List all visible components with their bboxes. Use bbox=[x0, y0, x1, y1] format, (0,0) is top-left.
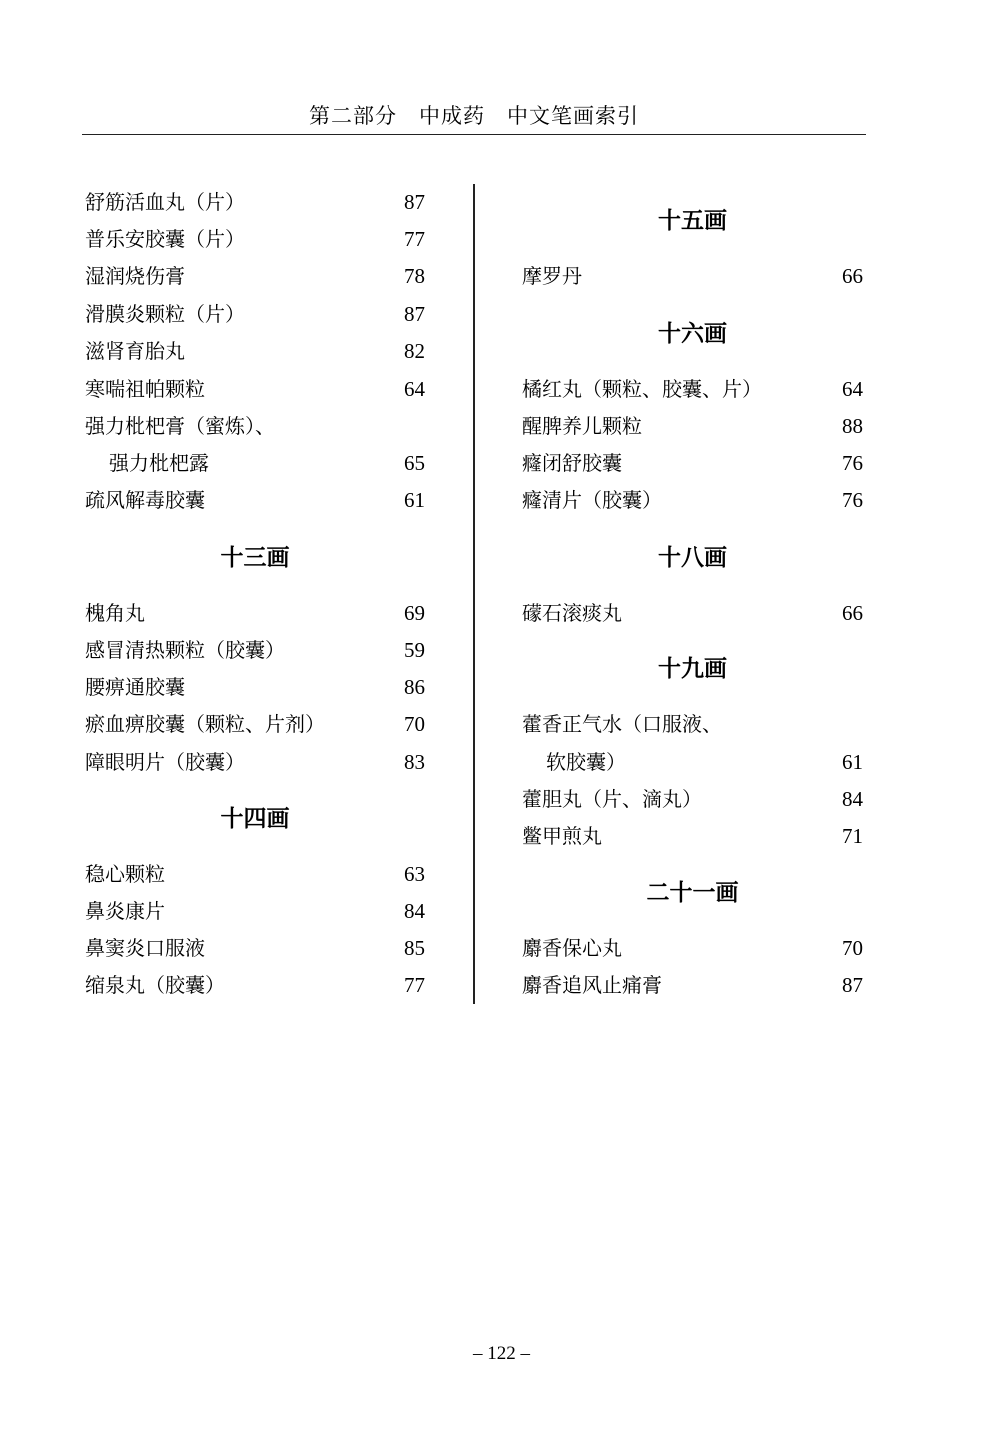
section-heading: 十四画 bbox=[220, 806, 290, 832]
index-entry bbox=[85, 708, 425, 740]
index-entry bbox=[85, 484, 425, 516]
entry-page: 87 bbox=[842, 973, 863, 997]
index-entry bbox=[522, 708, 863, 740]
index-entry bbox=[85, 186, 425, 218]
index-entry bbox=[85, 260, 425, 292]
entry-name: 癃闭舒胶囊 bbox=[522, 451, 622, 475]
index-entry bbox=[85, 634, 425, 666]
entry-page: 88 bbox=[842, 414, 863, 438]
entry-name: 槐角丸 bbox=[85, 601, 145, 625]
index-entry bbox=[85, 969, 425, 1001]
index-entry bbox=[85, 746, 425, 778]
entry-page: 78 bbox=[404, 264, 425, 288]
entry-page: 77 bbox=[404, 973, 425, 997]
entry-name: 麝香保心丸 bbox=[522, 936, 622, 960]
index-entry bbox=[522, 746, 863, 778]
entry-page: 70 bbox=[842, 936, 863, 960]
entry-name: 麝香追风止痛膏 bbox=[522, 973, 662, 997]
page-number: – 122 – bbox=[473, 1343, 530, 1364]
index-entry bbox=[522, 969, 863, 1001]
entry-name: 强力枇杷膏（蜜炼）、 bbox=[85, 414, 275, 438]
entry-page: 70 bbox=[404, 712, 425, 736]
entry-name: 缩泉丸（胶囊） bbox=[85, 973, 225, 997]
index-entry bbox=[85, 447, 425, 479]
entry-page: 84 bbox=[842, 787, 863, 811]
entry-page: 87 bbox=[404, 190, 425, 214]
index-entry bbox=[85, 223, 425, 255]
index-entry bbox=[85, 410, 425, 442]
entry-page: 82 bbox=[404, 339, 425, 363]
entry-name: 鳖甲煎丸 bbox=[522, 824, 602, 848]
entry-page: 85 bbox=[404, 936, 425, 960]
entry-name: 滋肾育胎丸 bbox=[85, 339, 185, 363]
entry-page: 76 bbox=[842, 488, 863, 512]
entry-name: 橘红丸（颗粒、胶囊、片） bbox=[522, 377, 762, 401]
index-entry bbox=[522, 597, 863, 629]
entry-page: 64 bbox=[842, 377, 863, 401]
entry-name: 癃清片（胶囊） bbox=[522, 488, 662, 512]
entry-page: 61 bbox=[404, 488, 425, 512]
index-entry bbox=[522, 484, 863, 516]
entry-name: 摩罗丹 bbox=[522, 264, 582, 288]
entry-name: 强力枇杷露 bbox=[109, 451, 209, 475]
entry-page: 84 bbox=[404, 899, 425, 923]
column-divider bbox=[473, 184, 475, 1004]
entry-page: 66 bbox=[842, 264, 863, 288]
index-entry bbox=[85, 298, 425, 330]
entry-name: 腰痹通胶囊 bbox=[85, 675, 185, 699]
index-entry bbox=[522, 820, 863, 852]
section-heading: 十六画 bbox=[658, 321, 727, 347]
entry-name: 疏风解毒胶囊 bbox=[85, 488, 205, 512]
entry-page: 77 bbox=[404, 227, 425, 251]
entry-name: 稳心颗粒 bbox=[85, 862, 165, 886]
entry-page: 69 bbox=[404, 601, 425, 625]
index-entry bbox=[522, 373, 863, 405]
index-entry bbox=[522, 783, 863, 815]
entry-name: 鼻炎康片 bbox=[85, 899, 165, 923]
entry-name: 障眼明片（胶囊） bbox=[85, 750, 245, 774]
index-entry bbox=[85, 858, 425, 890]
index-entry bbox=[522, 410, 863, 442]
entry-name: 藿香正气水（口服液、 bbox=[522, 712, 722, 736]
index-entry bbox=[85, 597, 425, 629]
entry-page: 66 bbox=[842, 601, 863, 625]
index-entry bbox=[522, 932, 863, 964]
entry-name: 藿胆丸（片、滴丸） bbox=[522, 787, 702, 811]
page-title: 第二部分 中成药 中文笔画索引 bbox=[309, 104, 639, 128]
entry-page: 59 bbox=[404, 638, 425, 662]
entry-name: 醒脾养儿颗粒 bbox=[522, 414, 642, 438]
index-entry bbox=[85, 671, 425, 703]
entry-name: 滑膜炎颗粒（片） bbox=[85, 302, 245, 326]
entry-name: 湿润烧伤膏 bbox=[85, 264, 185, 288]
section-heading: 十八画 bbox=[658, 545, 727, 571]
page-header bbox=[82, 100, 866, 135]
entry-name: 软胶囊） bbox=[546, 750, 626, 774]
section-heading: 十三画 bbox=[220, 545, 290, 571]
index-entry bbox=[85, 335, 425, 367]
index-entry bbox=[85, 373, 425, 405]
entry-name: 感冒清热颗粒（胶囊） bbox=[85, 638, 285, 662]
entry-page: 64 bbox=[404, 377, 425, 401]
entry-page: 76 bbox=[842, 451, 863, 475]
section-heading: 十五画 bbox=[658, 208, 727, 234]
entry-name: 礞石滚痰丸 bbox=[522, 601, 622, 625]
index-entry bbox=[85, 932, 425, 964]
section-heading: 二十一画 bbox=[646, 880, 739, 906]
entry-name: 瘀血痹胶囊（颗粒、片剂） bbox=[85, 712, 325, 736]
index-entry bbox=[522, 260, 863, 292]
entry-page: 61 bbox=[842, 750, 863, 774]
index-entry bbox=[85, 895, 425, 927]
entry-name: 普乐安胶囊（片） bbox=[85, 227, 245, 251]
entry-page: 83 bbox=[404, 750, 425, 774]
section-heading: 十九画 bbox=[658, 656, 727, 682]
entry-page: 71 bbox=[842, 824, 863, 848]
entry-page: 65 bbox=[404, 451, 425, 475]
index-entry bbox=[522, 447, 863, 479]
entry-page: 63 bbox=[404, 862, 425, 886]
entry-name: 舒筋活血丸（片） bbox=[85, 190, 245, 214]
entry-name: 寒喘祖帕颗粒 bbox=[85, 377, 205, 401]
entry-name: 鼻窦炎口服液 bbox=[85, 936, 205, 960]
entry-page: 86 bbox=[404, 675, 425, 699]
entry-page: 87 bbox=[404, 302, 425, 326]
